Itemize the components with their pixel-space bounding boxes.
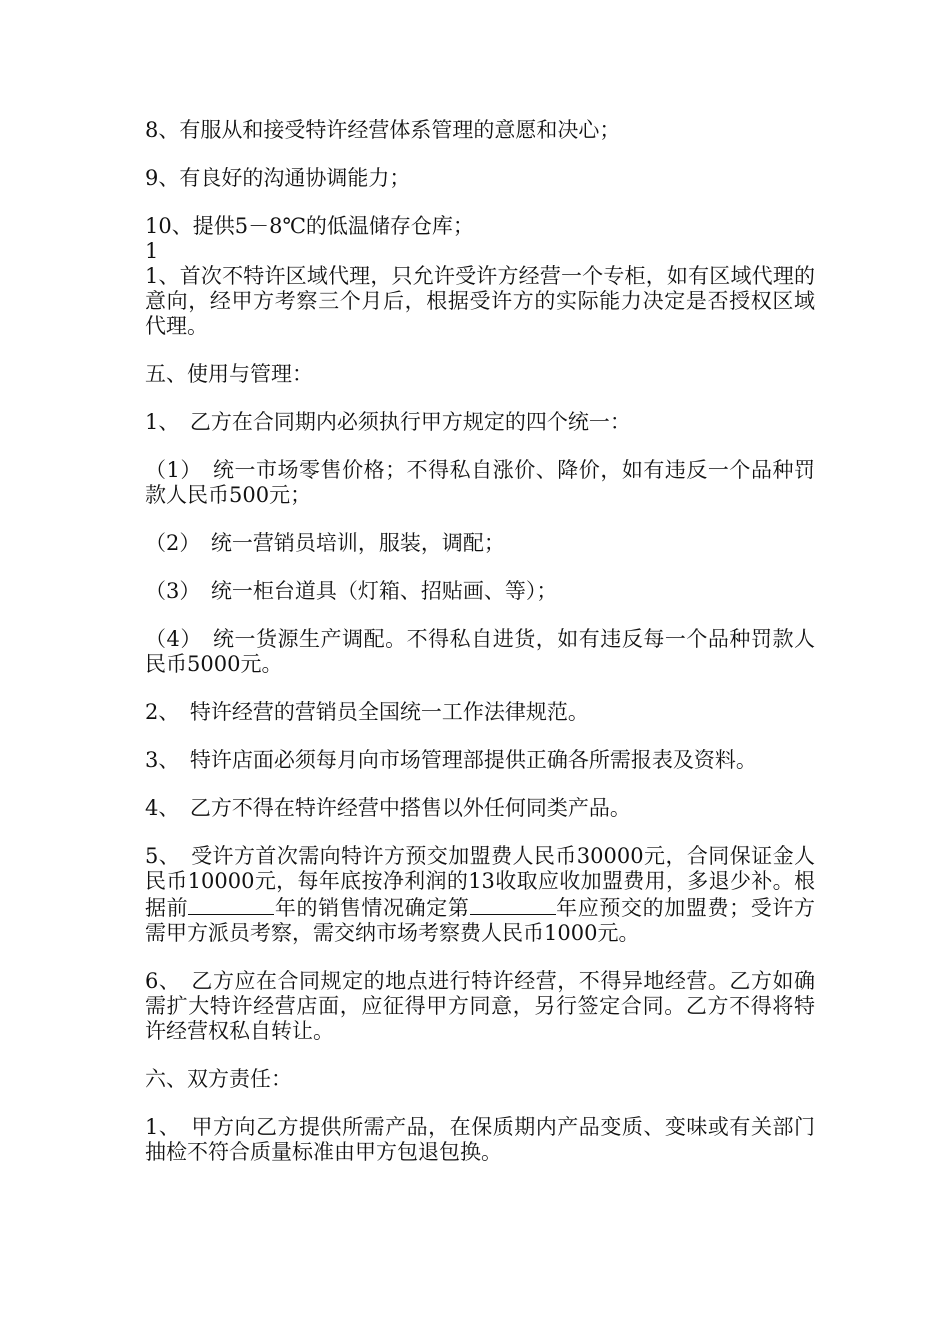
clause-5-5-part-b: 年的销售情况确定第 (274, 896, 470, 920)
blank-year-target (470, 894, 556, 915)
clause-5-6: 6、 乙方应在合同规定的地点进行特许经营，不得异地经营。乙方如确需扩大特许经营店面，应征得甲方同意，另行签定合同。乙方不得将特许经营权私自转让。 (145, 969, 815, 1043)
section-5-title: 五、使用与管理： (145, 362, 313, 386)
clause-5-3: 3、 特许店面必须每月向市场管理部提供正确各所需报表及资料。 (145, 748, 757, 772)
page-number: 1 (145, 239, 159, 263)
clause-5-1: 1、 乙方在合同期内必须执行甲方规定的四个统一： (145, 410, 631, 434)
requirement-9: 9、有良好的沟通协调能力； (145, 166, 411, 190)
unify-item-2: （2） 统一营销员培训，服装，调配； (145, 531, 505, 555)
document-page (145, 118, 815, 1188)
agency-clause: 1、首次不特许区域代理，只允许受许方经营一个专柜，如有区域代理的意向，经甲方考察三个月后，根据受许方的实际能力决定是否授权区域代理。 (145, 264, 815, 338)
section-6-title: 六、双方责任： (145, 1067, 292, 1091)
blank-year-previous (188, 894, 274, 915)
clause-5-5 (145, 844, 815, 946)
clause-5-5-part-c: 年应预交的加盟费；受许方需甲方派员考察，需交纳市场考察费人民币1000元。 (145, 896, 815, 945)
clause-5-5-part-a: 5、 受许方首次需向特许方预交加盟费人民币30000元，合同保证金人民币10000元，每年底按净利润的13收取应收加盟费用，多退少补。根据前 (145, 844, 815, 920)
requirement-8: 8、有服从和接受特许经营体系管理的意愿和决心； (145, 118, 621, 142)
unify-item-4: （4） 统一货源生产调配。不得私自进货，如有违反每一个品种罚款人民币5000元。 (145, 627, 815, 676)
clause-5-2: 2、 特许经营的营销员全国统一工作法律规范。 (145, 700, 589, 724)
clause-5-4: 4、 乙方不得在特许经营中搭售以外任何同类产品。 (145, 796, 631, 820)
clause-6-1: 1、 甲方向乙方提供所需产品，在保质期内产品变质、变味或有关部门抽检不符合质量标准由甲方包退包换。 (145, 1115, 815, 1164)
unify-item-1: （1） 统一市场零售价格；不得私自涨价、降价，如有违反一个品种罚款人民币500元； (145, 458, 815, 507)
unify-item-3: （3） 统一柜台道具（灯箱、招贴画、等）； (145, 579, 558, 603)
requirement-10: 10、提供5－8℃的低温储存仓库； (145, 214, 474, 238)
